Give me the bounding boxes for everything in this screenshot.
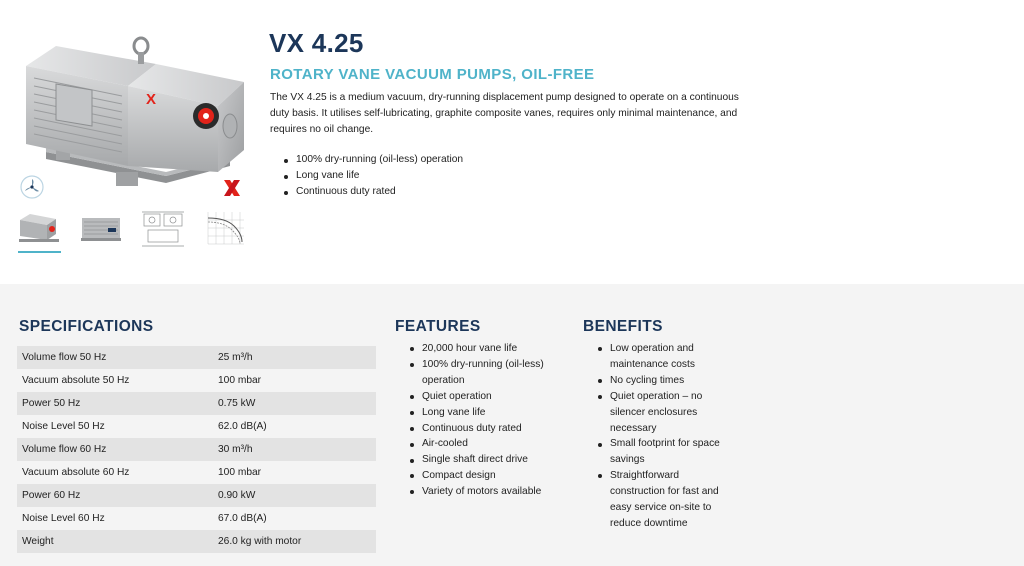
list-item: Straightforward construction for fast and easy service on-site to reduce downtime	[596, 468, 736, 532]
spec-value: 67.0 dB(A)	[218, 507, 376, 530]
list-item: Variety of motors available	[408, 484, 573, 500]
table-row	[17, 530, 376, 553]
list-item: Long vane life	[408, 405, 573, 421]
product-description: The VX 4.25 is a medium vacuum, dry-running displacement pump designed to operate on a continuous duty basis. It utilises self-lubricating, graphite composite vanes, requires only minimal maintenance, and requires no oil change.	[270, 92, 739, 136]
list-item: Single shaft direct drive	[408, 452, 573, 468]
spec-value: 25 m³/h	[218, 346, 376, 369]
details-section	[0, 284, 1024, 566]
highlight-item: Continuous duty rated	[282, 184, 463, 200]
spec-label: Noise Level 60 Hz	[17, 507, 218, 530]
pump-front-thumbnail[interactable]	[16, 206, 62, 250]
list-item: No cycling times	[596, 373, 736, 389]
pump-side-thumbnail[interactable]	[78, 206, 124, 250]
specifications-table	[17, 346, 376, 553]
benefits-list	[596, 341, 736, 532]
list-item: Low operation and maintenance costs	[596, 341, 736, 373]
product-subtitle: ROTARY VANE VACUUM PUMPS, OIL-FREE	[270, 66, 595, 83]
spec-label: Vacuum absolute 50 Hz	[17, 369, 218, 392]
performance-curve-thumbnail[interactable]	[202, 206, 248, 250]
features-heading: FEATURES	[395, 318, 481, 335]
table-row	[17, 392, 376, 415]
active-thumbnail-indicator	[18, 251, 61, 253]
specifications-heading: SPECIFICATIONS	[19, 318, 154, 335]
table-row	[17, 415, 376, 438]
table-row	[17, 461, 376, 484]
product-title: VX 4.25	[269, 28, 364, 58]
table-row	[17, 346, 376, 369]
spec-value: 0.75 kW	[218, 392, 376, 415]
list-item: 100% dry-running (oil-less) operation	[408, 357, 573, 389]
list-item: Air-cooled	[408, 436, 573, 452]
list-item: Continuous duty rated	[408, 421, 573, 437]
spec-label: Power 50 Hz	[17, 392, 218, 415]
table-row	[17, 507, 376, 530]
spec-value: 62.0 dB(A)	[218, 415, 376, 438]
svg-text:X: X	[146, 91, 157, 108]
highlight-item: 100% dry-running (oil-less) operation	[282, 152, 463, 168]
list-item: Quiet operation – no silencer enclosures necessary	[596, 389, 736, 437]
spec-value: 100 mbar	[218, 461, 376, 484]
list-item: Quiet operation	[408, 389, 573, 405]
vacuum-pump-photo	[16, 26, 252, 204]
fan-icon	[20, 175, 44, 199]
technical-drawing-thumbnail[interactable]	[140, 206, 186, 250]
list-item: Small footprint for space savings	[596, 436, 736, 468]
spec-label: Vacuum absolute 60 Hz	[17, 461, 218, 484]
spec-label: Noise Level 50 Hz	[17, 415, 218, 438]
brand-x-icon	[221, 177, 243, 199]
spec-value: 26.0 kg with motor	[218, 530, 376, 553]
table-row	[17, 369, 376, 392]
benefits-heading: BENEFITS	[583, 318, 663, 335]
table-row	[17, 484, 376, 507]
list-item: Compact design	[408, 468, 573, 484]
table-row	[17, 438, 376, 461]
spec-value: 100 mbar	[218, 369, 376, 392]
product-highlights	[282, 152, 463, 201]
spec-value: 0.90 kW	[218, 484, 376, 507]
features-list	[408, 341, 573, 500]
spec-label: Volume flow 50 Hz	[17, 346, 218, 369]
list-item: 20,000 hour vane life	[408, 341, 573, 357]
spec-label: Volume flow 60 Hz	[17, 438, 218, 461]
spec-label: Power 60 Hz	[17, 484, 218, 507]
product-main-image[interactable]	[16, 26, 252, 204]
spec-label: Weight	[17, 530, 218, 553]
spec-value: 30 m³/h	[218, 438, 376, 461]
highlight-item: Long vane life	[282, 168, 463, 184]
